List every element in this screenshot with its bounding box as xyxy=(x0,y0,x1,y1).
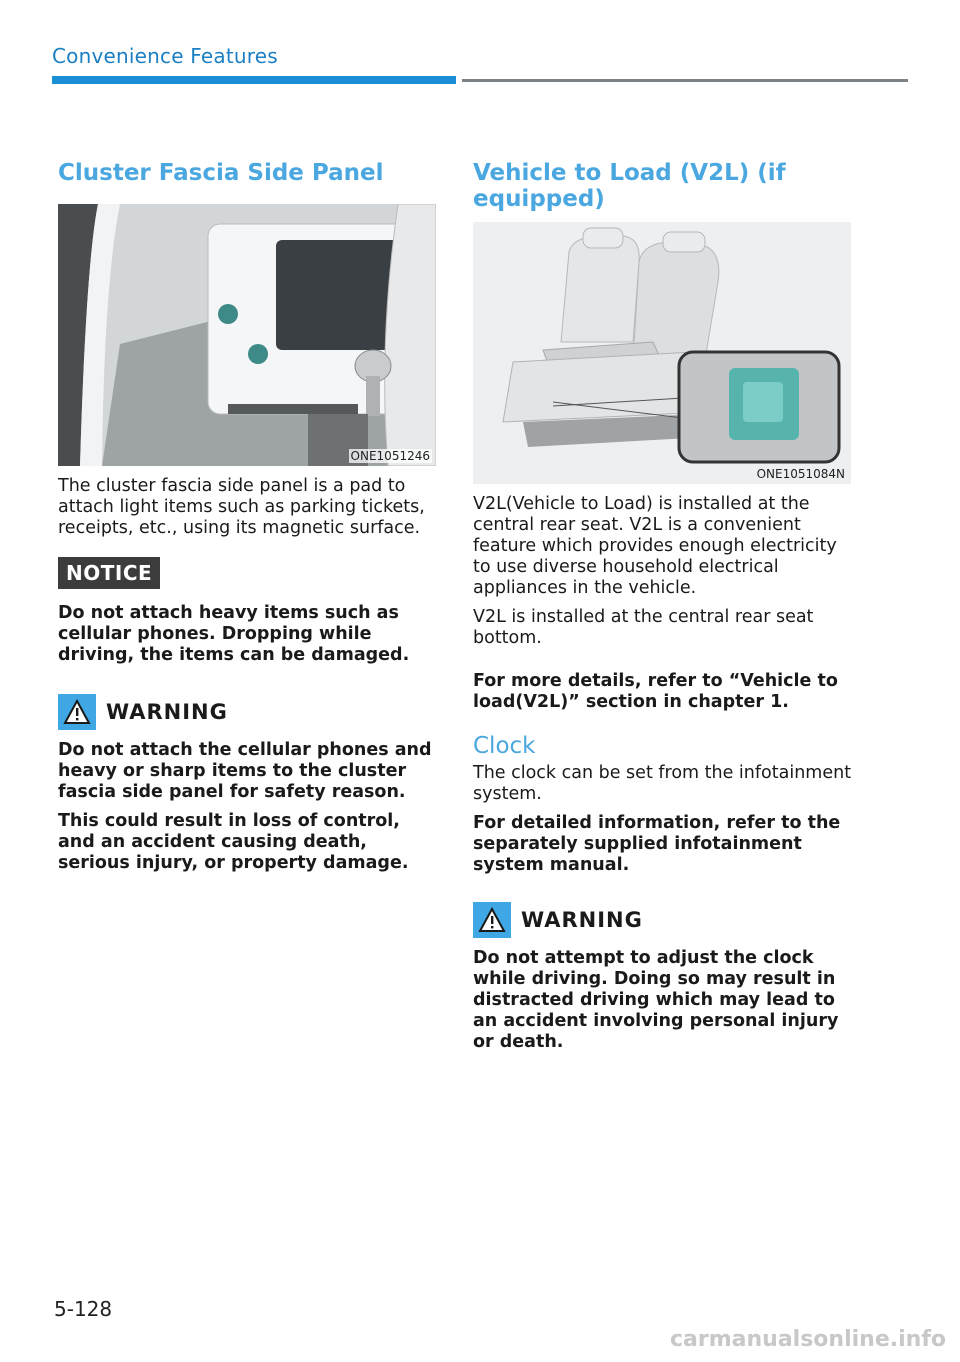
v2l-reference: For more details, refer to “Vehicle to load(V2L)” section in chapter 1. xyxy=(473,671,838,712)
right-column xyxy=(473,160,853,1053)
v2l-description-2: V2L is installed at the central rear seat bottom. xyxy=(473,607,814,648)
clock-warning-block xyxy=(473,902,853,1053)
figure-code: ONE1051246 xyxy=(350,449,430,463)
clock-heading: Clock xyxy=(473,733,536,759)
warning-triangle-icon xyxy=(473,902,511,938)
warning-text-2: This could result in loss of control, and an accident causing death, serious injury, or property damage. xyxy=(58,811,409,873)
warning-text-1: Do not attach the cellular phones and heavy or sharp items to the cluster fascia side panel for safety reason. xyxy=(58,740,432,802)
cluster-fascia-description: The cluster fascia side panel is a pad to attach light items such as parking tickets, receipts, etc., using its magnetic surface. xyxy=(58,476,425,538)
warning-triangle-icon xyxy=(58,694,96,730)
v2l-heading: Vehicle to Load (V2L) (if equipped) xyxy=(473,160,786,212)
left-column xyxy=(58,160,438,874)
warning-block xyxy=(58,694,438,874)
cluster-fascia-heading: Cluster Fascia Side Panel xyxy=(58,160,384,186)
cluster-fascia-figure xyxy=(58,204,436,466)
notice-text: Do not attach heavy items such as cellular phones. Dropping while driving, the items can be damaged. xyxy=(58,603,410,665)
v2l-figure xyxy=(473,222,851,484)
clock-warning-text: Do not attempt to adjust the clock while driving. Doing so may result in distracted driving which may lead to an accident involving personal injury or death. xyxy=(473,948,839,1052)
warning-title: WARNING xyxy=(106,700,228,724)
figure-code: ONE1051084N xyxy=(756,467,845,481)
header-rule-blue xyxy=(52,76,456,84)
notice-badge: NOTICE xyxy=(58,557,160,589)
clock-reference: For detailed information, refer to the separately supplied infotainment system manual. xyxy=(473,813,841,875)
rear-seat-illustration xyxy=(473,222,851,484)
dashboard-illustration xyxy=(58,204,436,466)
clock-description: The clock can be set from the infotainment system. xyxy=(473,763,852,804)
watermark: carmanualsonline.info xyxy=(670,1327,946,1352)
header-rule-grey xyxy=(462,79,908,82)
notice-block xyxy=(58,557,438,666)
running-header: Convenience Features xyxy=(52,44,278,68)
warning-title: WARNING xyxy=(521,908,643,932)
v2l-description-1: V2L(Vehicle to Load) is installed at the central rear seat. V2L is a convenient feature which provides enough electricity to use diverse household electrical appliances in the vehicle. xyxy=(473,494,837,598)
page-number: 5-128 xyxy=(54,1297,113,1321)
